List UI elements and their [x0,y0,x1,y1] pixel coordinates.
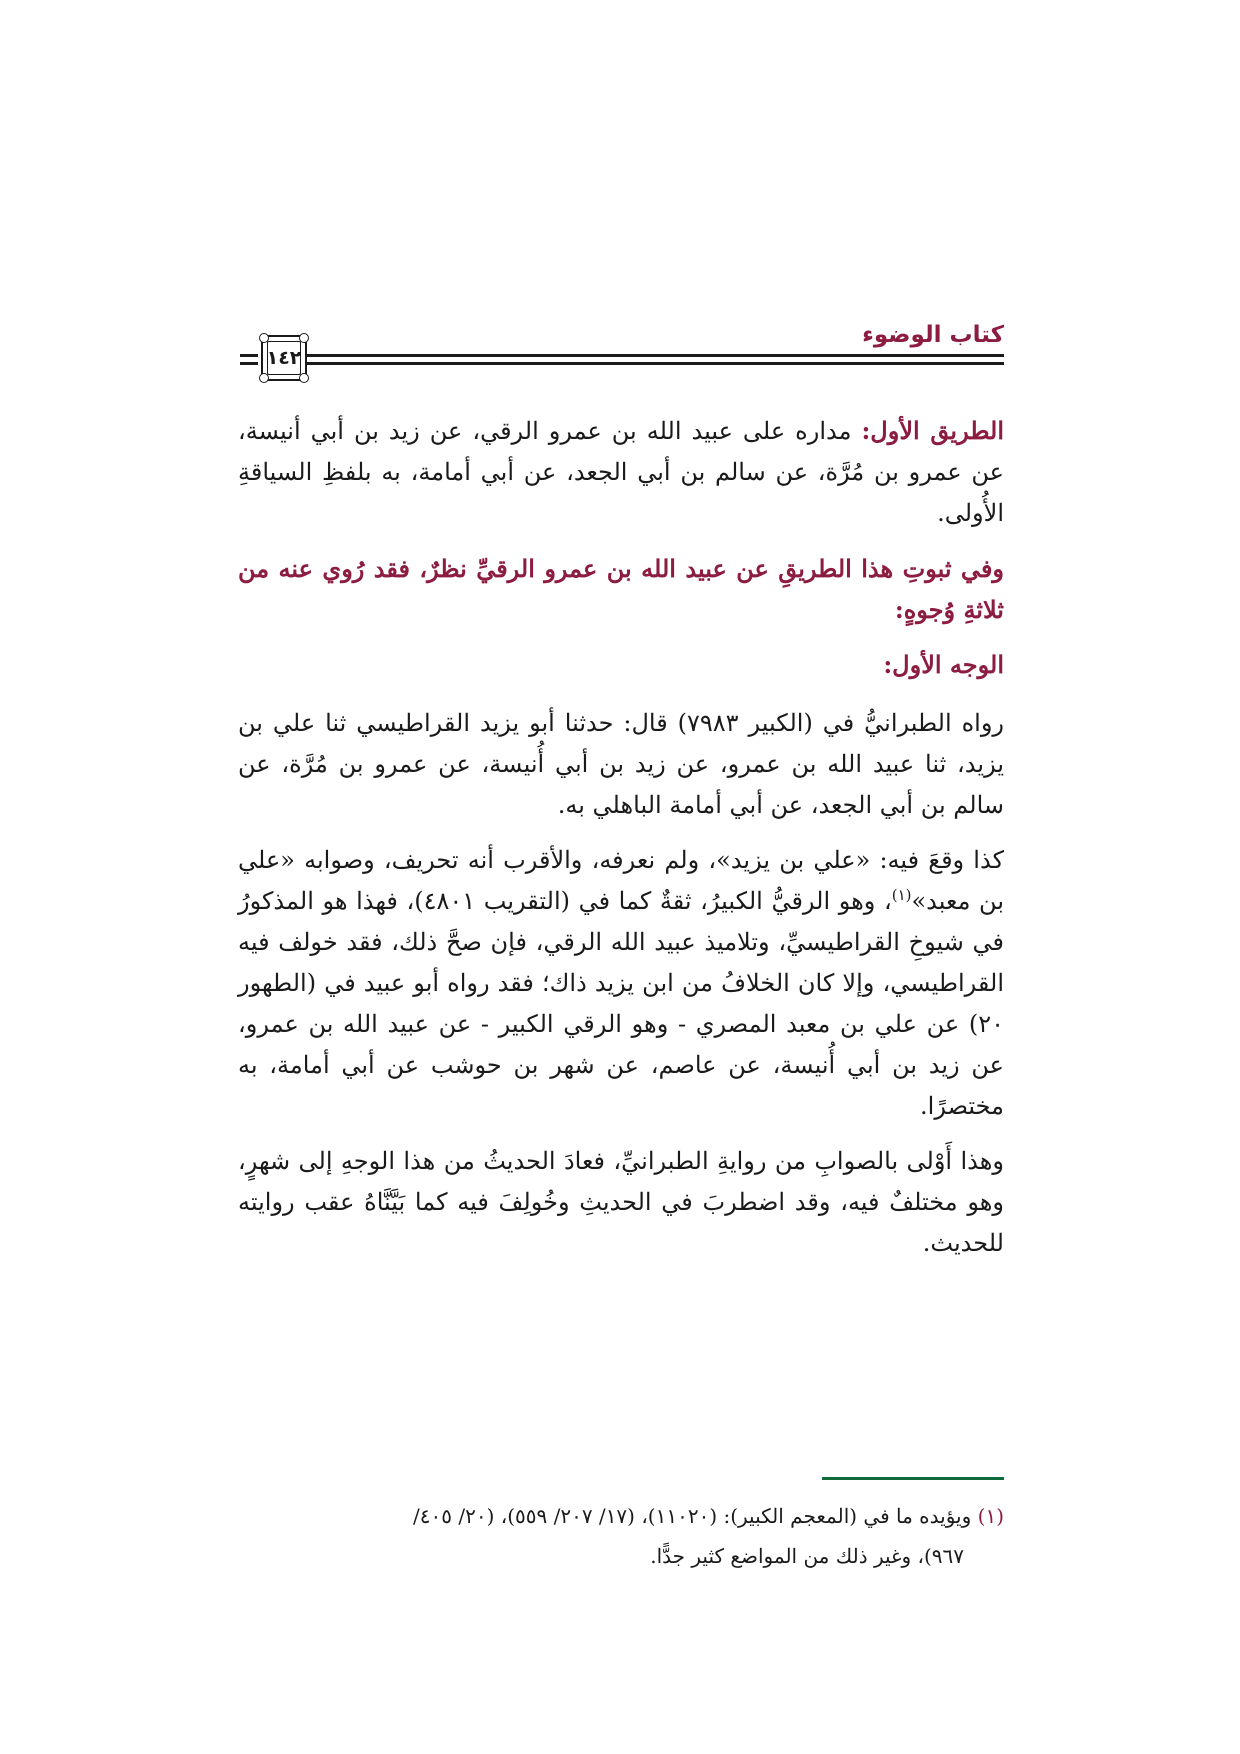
paragraph-first-route [238,410,1004,534]
header-rule [286,362,1004,365]
paragraph-analysis [238,840,1004,1127]
route-label: الطريق الأول: [861,416,1005,445]
paragraph-tabarani: رواه الطبرانيُّ في (الكبير ٧٩٨٣) قال: حدثنا أبو يزيد القراطيسي ثنا علي بن يزيد، ثنا عبيد الله بن عمرو، عن زيد بن أبي أُنيسة، عن عمرو بن مُرَّة، عن سالم بن أبي الجعد، عن أبي أمامة الباهلي به. [238,709,1004,819]
paragraph-text: كذا وقعَ فيه: «علي بن يزيد»، ولم نعرفه، والأقرب أنه تحريف، وصوابه «علي بن معبد» [238,846,1004,915]
footnote-text: ويؤيده ما في (المعجم الكبير): (١١٠٢٠)، (١٧/ ٢٠٧/ ٥٥٩)، (٢٠/ ٤٠٥/ [413,1504,978,1528]
page-number: ١٤٢ [267,341,301,375]
header-rule [286,354,1004,357]
footnote-number: (١) [977,1504,1004,1528]
page-number-badge [261,335,307,381]
header-rule [240,354,258,357]
footnote [238,1496,1004,1576]
emphasized-paragraph: وفي ثبوتِ هذا الطريقِ عن عبيد الله بن عمرو الرقيِّ نظرٌ، فقد رُوي عنه من ثلاثةِ وُجوهٍ: [238,554,1004,624]
main-text [238,410,1004,1278]
footnote-line [238,1496,1004,1536]
paragraph-conclusion: وهذا أَوْلى بالصوابِ من روايةِ الطبرانيِّ، فعادَ الحديثُ من هذا الوجهِ إلى شهرٍ، وهو مختلفٌ فيه، وقد اضطربَ في الحديثِ وخُولِفَ فيه كما بَيَّنَّاهُ عقب روايته للحديث. [238,1147,1004,1257]
ornament-icon [299,373,309,383]
section-heading: الوجه الأول: [883,650,1004,679]
footnote-marker[interactable]: (١) [891,886,912,904]
footnote-separator [822,1477,1004,1480]
page-header [240,322,1004,394]
book-title: كتاب الوضوء [862,322,1004,348]
footnote-line: ٩٦٧)، وغير ذلك من المواضع كثير جدًّا. [650,1544,964,1568]
paragraph-text: مداره على عبيد الله بن عمرو الرقي، عن زيد بن أبي أنيسة، عن عمرو بن مُرَّة، عن سالم بن أبي الجعد، عن أبي أمامة، به بلفظِ السياقةِ الأُولى. [238,417,1004,527]
paragraph-text: ، وهو الرقيُّ الكبيرُ، ثقةٌ كما في (التقريب ٤٨٠١)، فهذا هو المذكورُ في شيوخِ القراطيسيِّ، وتلاميذ عبيد الله الرقي، فإن صحَّ ذلك، فقد خولف فيه القراطيسي، وإلا كان الخلافُ من ابن يزيد ذاك؛ فقد رواه أبو عبيد في (الطهور ٢٠) عن علي بن معبد المصري - وهو الرقي الكبير - عن عبيد الله بن عمرو، عن زيد بن أبي أُنيسة، عن عاصم، عن شهر بن حوشب عن أبي أمامة، به مختصرًا. [238,887,1004,1120]
header-rule [240,362,258,365]
